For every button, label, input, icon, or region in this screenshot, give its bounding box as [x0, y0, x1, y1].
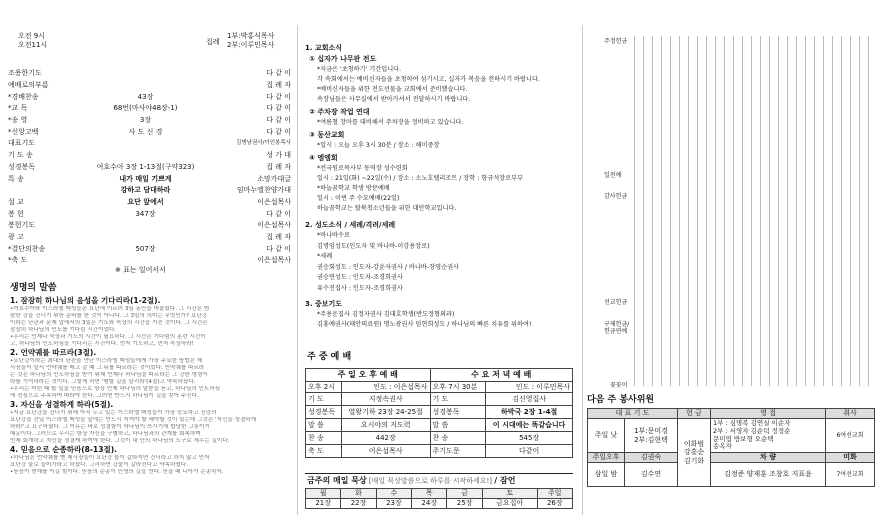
order-row — [8, 103, 291, 114]
weekly-value: 이 시대에는 똑같습니다 — [486, 419, 573, 432]
order-row — [8, 80, 291, 91]
order-item: 특 송 — [8, 174, 24, 183]
order-row — [8, 244, 291, 255]
order-content: 68번(마사야48장-1) — [113, 104, 178, 113]
order-row — [8, 208, 291, 219]
sunday-afternoon-header: 주 일 오 후 예 배 — [306, 369, 431, 382]
news-item-line: 일시 : 이번 주 수요예배(22일) — [317, 195, 400, 202]
daily-meditation-table — [305, 488, 573, 509]
order-item: *신앙고백 — [8, 127, 39, 136]
v-offering: 이화범 강흥순 김기화 — [678, 419, 711, 487]
weekly-row — [306, 393, 573, 406]
label-ilcheon: 일천예 — [604, 172, 622, 179]
sunday-time: 오후 2시 — [306, 382, 342, 393]
order-person: 다 같 이 — [266, 104, 291, 113]
weekly-value: 하박국 2장 1-4절 — [486, 406, 573, 419]
news-item-heading: ② 주차장 작업 연대 — [309, 108, 370, 116]
day-cell: 월 — [306, 489, 341, 499]
meditation-line: 고, 하나님의 인도하심을 기다리는 시간이다. 먼저 기도하고, 먼저 묵상하라! — [10, 341, 194, 347]
standing-note: ※ 표는 일어서서 — [115, 266, 166, 274]
order-content: 강하고 담대하라 — [120, 186, 171, 195]
meditation-line: 라를 기억하라는 것이다. 그렇게 하면 '행할 길을 알리라'(4절)고 약속하셨다. — [10, 379, 196, 385]
daily-meditation-title: 금주의 매일 묵상 — [307, 476, 367, 485]
weekly-role: 찬 송 — [306, 432, 342, 445]
day-cell: 수 — [376, 489, 411, 499]
weekly-value: 열왕기하 23장 24-25절 — [341, 406, 430, 419]
order-person: 집 례 자 — [266, 233, 291, 242]
meditation-line: 이라는 난관과 문제 앞에서의 3일은 기도와 묵상의 시간을 가진 것이다. 그 시간은 — [10, 320, 208, 326]
order-item: 대표기도 — [8, 139, 36, 148]
v-reception: 1부 : 심명복 김연실 이순자 2부 : 서영자 김순덕 정정순 문미엽 방보형 오순택 송옥자 — [711, 419, 826, 453]
wednesday-time: 오후 7시 30분 — [430, 382, 486, 393]
news-item-line: *전국원로목사부 동역장 성수련회 — [317, 165, 408, 172]
v-car: 김정준 양재훈 조창호 지표윤 — [711, 463, 826, 487]
order-person: 다 같 이 — [266, 92, 291, 101]
news-section-title: 1. 교회소식 — [305, 44, 343, 52]
order-item: 봉 헌 — [8, 209, 24, 218]
meditation-line: 때문이다. 그러므로 우리는 항상 자신을 구별하고, 하나님과의 관계를 회복하며 — [10, 431, 201, 437]
order-content: 43장 — [137, 92, 154, 101]
order-person: 김병남권사/이인봉목사 — [236, 140, 291, 147]
label-thanks: 감사헌금 — [604, 193, 628, 200]
order-row — [8, 68, 291, 79]
order-row — [8, 115, 291, 126]
leader-label: 집례 — [206, 38, 220, 46]
news-item-line: *여름철 장마를 대비해서 주차장을 정비하고 있습니다. — [317, 119, 464, 126]
vp-slot-3: 삼일 밤 — [588, 463, 625, 487]
meditation-heading: 4. 믿음으로 순종하라(8-13절). — [10, 445, 117, 454]
meditation-line: •지금 요단강을 건너기 위해 아직 두고 있는 이스라엘 백성들이 가장 중요하고 신앙의 — [10, 410, 217, 416]
chapter-cell: 26장 — [537, 499, 572, 509]
prayer-line: *주용운집사 김정자권사 김대호학생(반도정형외과) — [317, 311, 455, 318]
meditation-line: •요단강이라는 최대의 난관을 만난 이스라엘 백성들에게 가장 주요한 방법은 제 — [10, 358, 203, 364]
weekly-role: 성경봉독 — [430, 406, 486, 419]
order-content: 여호수아 3장 1-13절(구약323) — [96, 162, 195, 171]
daily-meditation-subtitle: [매일 묵상말씀으로 하루를 시작하세요!] — [368, 477, 493, 485]
news-item-heading: ① 십자가 나무판 전도 — [309, 55, 377, 63]
weekly-role: 말 씀 — [306, 419, 342, 432]
day-cell: 화 — [341, 489, 376, 499]
news-item-heading: ④ 엠엠회 — [309, 154, 338, 162]
order-item: 설 교 — [8, 197, 24, 206]
label-relief: 구제헌금/헌금연예 — [604, 321, 630, 336]
service-time-2: 오전11시 — [18, 41, 48, 49]
order-row — [8, 138, 291, 149]
meditation-line: 람한 강을 건너기 위한 준비를 한 것이 아니다. 그 3일의 의미는 무엇인가? 요단강 — [10, 313, 208, 319]
chapter-cell: 21장 — [306, 499, 341, 509]
offering-name-list — [634, 36, 870, 386]
order-row — [8, 173, 291, 184]
vp-slot-2: 주일오후 — [588, 453, 625, 463]
member-news-line: 유수진집사 : 인도자-조경희권사 — [317, 284, 403, 292]
chapter-cell: 25장 — [447, 499, 482, 509]
order-person: 다 같 이 — [266, 244, 291, 253]
order-row — [8, 185, 291, 196]
vh-clean: 미화 — [826, 453, 875, 463]
news-item-line: 하늘꿈학교는 탈북청소년들을 위한 대안학교입니다. — [317, 205, 457, 212]
daily-meditation-book: / 잠언 — [494, 476, 516, 485]
meditation-line: 요단강을 건널 이스라엘 백성들 앞에는 반드시 지켜야 할 해야할 것이 있는데 그것은 '자신을 성결하게 — [10, 417, 257, 423]
news-item-line: *일시 : 오늘 오후 3시 30분 / 장소 : 해미중장 — [317, 142, 440, 149]
weekly-value: 545장 — [486, 432, 573, 445]
meditation-line: •우리는 어떤 때 할 일을 믿음으로 항상 언제 하나님의 말씀을 듣고, 하나님의 인도하심 — [10, 386, 221, 392]
order-content: 347장 — [135, 209, 156, 218]
weekly-row — [306, 406, 573, 419]
vh-prayer: 대 표 기 도 — [588, 409, 678, 419]
news-item-line: 속장님들은 사무실에서 받아가셔서 전달하시기 바랍니다. — [317, 96, 471, 103]
order-row — [8, 91, 291, 102]
day-cell: 주일 — [537, 489, 572, 499]
order-item: *교 독 — [8, 104, 28, 113]
label-mission: 선교헌금 — [604, 299, 628, 306]
order-row — [8, 220, 291, 231]
member-news-line: *바나바수료 — [317, 232, 350, 239]
news-item-line: *하늘꿈학교 학생 방문예배 — [317, 185, 390, 192]
member-news-line: 김명임성도(인도자 및 바나바-이강용장로) — [317, 242, 430, 250]
order-row — [8, 127, 291, 138]
member-news-line: 권승회성도 : 인도자-강윤자권사 / 바나바-장영순권사 — [317, 263, 460, 271]
weekly-role: 기 도 — [306, 393, 342, 406]
v-cooking: 6여선교회 — [826, 419, 875, 453]
order-person: 집 례 자 — [266, 80, 291, 89]
member-news-line: *세례 — [317, 253, 333, 260]
meditation-line: •하나님은 언약궤를 멘 제사장들이 요단강 물이 갈라지면 건너라고 하지 않고 먼저 — [10, 455, 210, 461]
meditation-line: 는 것은 하나님의 인도하심을 받기 위해 언제나 하나님을 따르라는 그 강한 명령이 — [10, 372, 208, 378]
member-news-line: 권승연성도 : 인도자-조경희권사 — [317, 274, 403, 281]
order-person: 성 가 대 — [266, 151, 291, 160]
order-row — [8, 197, 291, 208]
order-row — [8, 162, 291, 173]
volunteers-title: 다음 주 봉사위원 — [587, 395, 655, 405]
leader-2: 2부:이루민목사 — [227, 41, 275, 49]
weekly-role: 성경봉독 — [306, 406, 342, 419]
wednesday-evening-header: 수 요 저 녁 예 배 — [430, 369, 572, 382]
order-item: *경배찬송 — [8, 92, 39, 101]
meditation-line: •여호수아와 이스라엘 백성들은 요단에 이르러 3일 동안을 머물렀다. 그 시간은 범 — [10, 306, 210, 312]
meditation-line: •믿음이 현재를 이길 힘이다. 믿음의 순종이 인생의 길을 연다. 믿을 때 나아가 순종하자. — [10, 469, 224, 475]
news-item-line: *지금은 '초청하기' 기간입니다. — [317, 66, 402, 73]
meditation-heading: 2. 언약궤를 따르라(3절). — [10, 348, 97, 357]
service-time-1: 오전 9시 — [18, 32, 45, 40]
vp-name-3: 김수연 — [625, 463, 678, 487]
order-person: 다 같 이 — [266, 209, 291, 218]
chapter-cell: 22장 — [341, 499, 376, 509]
news-item-line: 일시 : 21일(화) ~22일(수) / 장소 : 소노호텔리조트 / 장학 : 항규석장로부부 — [317, 175, 524, 182]
meditation-heading: 1. 잠잠히 하나님의 음성을 기다리라(1-2절). — [10, 296, 161, 305]
weekly-role: 찬 송 — [430, 432, 486, 445]
news-section-title: 3. 중보기도 — [305, 300, 343, 308]
order-item: 광 고 — [8, 233, 24, 242]
order-person: 임마누엘찬양가대 — [236, 186, 291, 195]
weekly-row — [306, 419, 573, 432]
order-content: 사 도 신 경 — [128, 127, 163, 136]
order-row — [8, 255, 291, 266]
order-person: 집 례 자 — [266, 162, 291, 171]
weekly-row — [306, 432, 573, 445]
leader-1: 1부:박홍식목사 — [227, 32, 275, 40]
order-content: 요단 앞에서 — [127, 197, 164, 206]
order-item: 조용한기도 — [8, 69, 42, 78]
label-donation: 주정헌금 — [604, 38, 628, 45]
order-content: 내가 매일 기쁘게 — [119, 174, 172, 183]
chapter-cell: 24장 — [412, 499, 447, 509]
news-item-line: 각 속회에서는 예비신자들을 초청하여 섬기시고, 십자가 복음을 전하시기 바랍니다. — [317, 76, 540, 83]
vh-reception: 영 접 — [711, 409, 826, 419]
weekly-role: 말 씀 — [430, 419, 486, 432]
vp-slot-1: 주일 낮 — [588, 419, 625, 453]
weekly-worship-table — [305, 368, 573, 458]
order-person: 다 같 이 — [266, 116, 291, 125]
news-item-line: *예비신자들을 위한 전도선물을 교회에서 준비했습니다. — [317, 86, 468, 93]
news-item-heading: ③ 동산교회 — [309, 131, 345, 139]
weekly-value: 지정속권사 — [341, 393, 430, 406]
sunday-leader: 인도 : 이은섭목사 — [341, 382, 430, 393]
meditation-heading: 3. 자신을 성결하게 하라(5절). — [10, 400, 114, 409]
vh-cooking: 취사 — [826, 409, 875, 419]
weekly-worship-title: 주 중 예 배 — [307, 352, 352, 362]
order-person: 이은섭목사 — [257, 256, 291, 265]
order-item: 봉헌기도 — [8, 221, 36, 230]
weekly-role: 축 도 — [306, 445, 342, 458]
weekly-value: 다같이 — [486, 445, 573, 458]
v-clean: 7여선교회 — [826, 463, 875, 487]
day-cell: 토 — [482, 489, 537, 499]
order-person: 이은섭목사 — [257, 197, 291, 206]
order-person: 소망가대글 — [257, 174, 291, 183]
order-item: 기 도 송 — [8, 151, 33, 160]
news-section-title: 2. 성도소식 / 세례/격려/세례 — [305, 221, 396, 229]
order-content: 507장 — [135, 244, 156, 253]
day-cell: 목 — [412, 489, 447, 499]
order-item: 성경봉독 — [8, 162, 36, 171]
order-person: 다 같 이 — [266, 69, 291, 78]
weekly-role: 주기도문 — [430, 445, 486, 458]
meditation-line: •우리는 언제나 묵상과 기도의 시간이 필요하다. 그 시간은 기다림의 훈련 시간이 — [10, 334, 206, 340]
meditation-title: 생명의 말씀 — [10, 283, 57, 293]
volunteers-table — [587, 408, 875, 487]
order-item: 예배로의부름 — [8, 80, 49, 89]
vp-name-2: 김권숙 — [625, 453, 678, 463]
weekly-value: 이은섭목사 — [341, 445, 430, 458]
weekly-value: 요시야의 지도력 — [341, 419, 430, 432]
meditation-line: 사장들이 앞서 언약궤를 메고 갈 때 그 뒤를 따르라는 것이었다. 언약궤를 따르라 — [10, 365, 205, 371]
meditation-line: 하라!'고 요구하셨다. 그 이유는 바로 성결함이 하나님이 쓰시기에 합당한 그릇이기 — [10, 424, 210, 430]
order-content: 3장 — [139, 116, 152, 125]
chapter-cell: 금요집아 — [482, 499, 537, 509]
label-flowers: 꽃꽂이 — [610, 382, 628, 389]
wednesday-leader: 인도 : 이루민목사 — [486, 382, 573, 393]
order-row — [8, 232, 291, 243]
order-person: 다 같 이 — [266, 127, 291, 136]
vh-car: 차 량 — [711, 453, 826, 463]
meditation-line: 에 전심으로 주목하며 따라야 한다. 그러면 반드시 하나님이 길을 찾아 주신다. — [10, 393, 199, 399]
prayer-line: 김홍예권사(태안의료원) 명노광권사 임현희성도 / 하나님의 빠른 치유를 위하여! — [317, 321, 532, 328]
order-row — [8, 150, 291, 161]
meditation-line: 언제 회개하고 자신을 정결케 하여야 한다. 그것이 내 안의 하나님의 도구로 세우는 길이다. — [10, 438, 230, 444]
vh-offering: 헌 금 — [678, 409, 711, 419]
weekly-row — [306, 445, 573, 458]
weekly-value: 김신영집사 — [486, 393, 573, 406]
weekly-role: 기 도 — [430, 393, 486, 406]
vp-name-1: 1부:문미경 2부:김현택 — [625, 419, 678, 453]
meditation-line: 잠잠히 하나님의 인도를 기다린 시간이었다. — [10, 327, 117, 333]
order-item: *축 도 — [8, 256, 28, 265]
day-cell: 금 — [447, 489, 482, 499]
meditation-line: 요단강 물로 들어가라고 하셨다. 그리하면 강물이 갈라진다고 약속하셨다. — [10, 462, 189, 468]
order-person: 이은섭목사 — [257, 221, 291, 230]
weekly-value: 442장 — [341, 432, 430, 445]
chapter-cell: 23장 — [376, 499, 411, 509]
order-item: *송 영 — [8, 116, 28, 125]
order-item: *결단의찬송 — [8, 244, 46, 253]
